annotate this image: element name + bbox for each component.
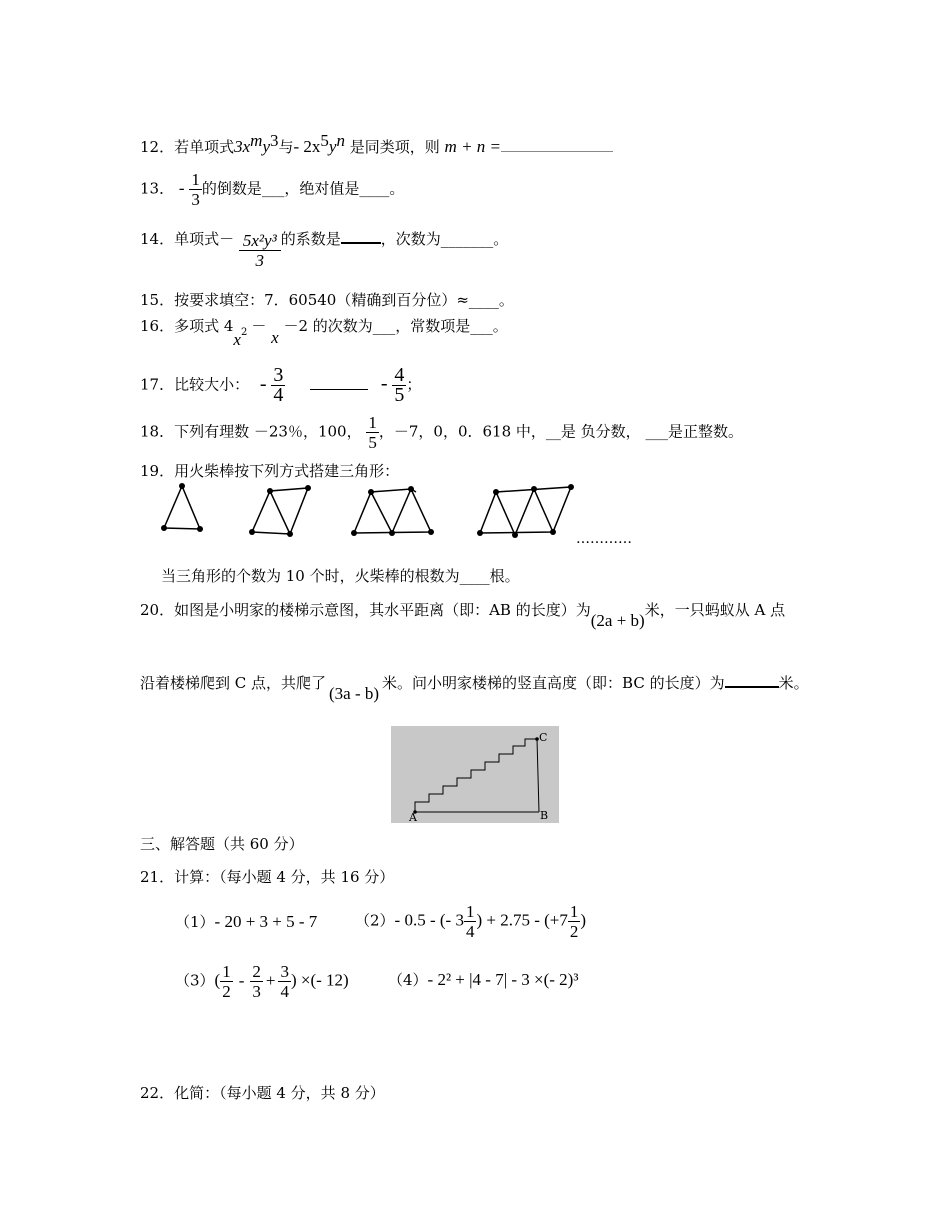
stair-steps [415, 739, 537, 812]
q21-part1: （1）- 20 + 3 + 5 - 7 [175, 912, 318, 931]
q12-answer-blank[interactable] [501, 137, 613, 152]
line-bc [537, 739, 539, 812]
label-a: A [409, 811, 417, 824]
label-b: B [540, 809, 549, 822]
q13-fraction: $\frac{1}{3}$ [191, 170, 200, 209]
q19-answer-line: 当三角形的个数为 10 个时，火柴棒的根数为____根。 [161, 567, 520, 585]
q21-p2-fraction-2: $\frac{1}{2}$ [569, 902, 579, 941]
q21-p2-fraction-1: $\frac{1}{4}$ [465, 902, 475, 941]
q21-p3-fraction-1: $\frac{1}{2}$ [222, 962, 231, 1001]
triangle-figure-4 [480, 487, 571, 535]
q18-fraction: $\frac{1}{5}$ [368, 413, 377, 452]
q21-part4: （4）- 2² + |4 - 7| - 3 ×(- 2)³ [388, 970, 579, 989]
continuation-dots: ………… [576, 531, 632, 547]
triangle-figure-2 [252, 488, 308, 534]
question-22-title: 22．化简：（每小题 4 分，共 8 分） [140, 1084, 385, 1102]
triangle-figure-1 [164, 486, 200, 529]
q14-fraction: $\frac{\text{5x²y³}}{3}$ [239, 231, 281, 270]
question-16: 16．多项式 $4x^2 - x -2$ 的次数为___，常数项是___。 [140, 317, 508, 349]
question-19: 19．用火柴棒按下列方式搭建三角形： [140, 462, 400, 480]
question-12: 12．若单项式$3x^my^3$与- $2x^5y^n$ 是同类项，则 m + n = [140, 131, 613, 157]
question-18: 18．下列有理数 －23％，100， $\frac{1}{5}$ ，－7，0，0．618 中，__是 负分数， ___是正整数。 [140, 413, 743, 452]
q21-part3: （3）( $\frac{1}{2}$ - $\frac{2}{3}$ + $\frac{3}{4}$ ) ×(- 12) [175, 962, 349, 1001]
q21-p3-fraction-3: $\frac{3}{4}$ [280, 962, 289, 1001]
staircase-figure [391, 726, 559, 823]
q20-answer-blank[interactable] [725, 672, 779, 688]
question-21-title: 21．计算：（每小题 4 分，共 16 分） [140, 868, 395, 886]
triangle-figure-3 [354, 489, 431, 533]
q14-coefficient-blank[interactable] [341, 228, 381, 244]
question-17: 17．比较大小： - $\frac{3}{4}$ - $\frac{4}{5}$ ； [140, 364, 422, 406]
label-c: C [539, 731, 548, 744]
q21-part2: （2）- 0.5 - (- 3 $\frac{1}{4}$ ) + 2.75 - (+7 $\frac{1}{2}$ ) [355, 902, 587, 941]
section-3-title: 三、解答题（共 60 分） [140, 835, 304, 853]
q21-p3-fraction-2: $\frac{2}{3}$ [252, 962, 261, 1001]
q17-fraction-a: $\frac{3}{4}$ [273, 364, 284, 406]
question-14: 14．单项式－ $\frac{\text{5x²y³}}{3}$ 的系数是 ，次数为_______。 [140, 230, 509, 270]
q17-compare-blank[interactable] [310, 379, 368, 390]
question-13: 13． - $\frac{1}{3}$ 的倒数是___，绝对值是____。 [140, 170, 405, 209]
q17-fraction-b: $\frac{4}{5}$ [394, 364, 405, 406]
question-20-line2: 沿着楼梯爬到 C 点，共爬了(3a - b)米。问小明家楼梯的竖直高度（即：BC 的长度）为 米。 [140, 674, 809, 703]
question-15: 15．按要求填空：7．60540（精确到百分位）≈____。 [140, 291, 514, 309]
question-20-line1: 20．如图是小明家的楼梯示意图，其水平距离（即：AB 的长度）为(2a + b)米，一只蚂蚁从 A 点 [140, 601, 786, 630]
